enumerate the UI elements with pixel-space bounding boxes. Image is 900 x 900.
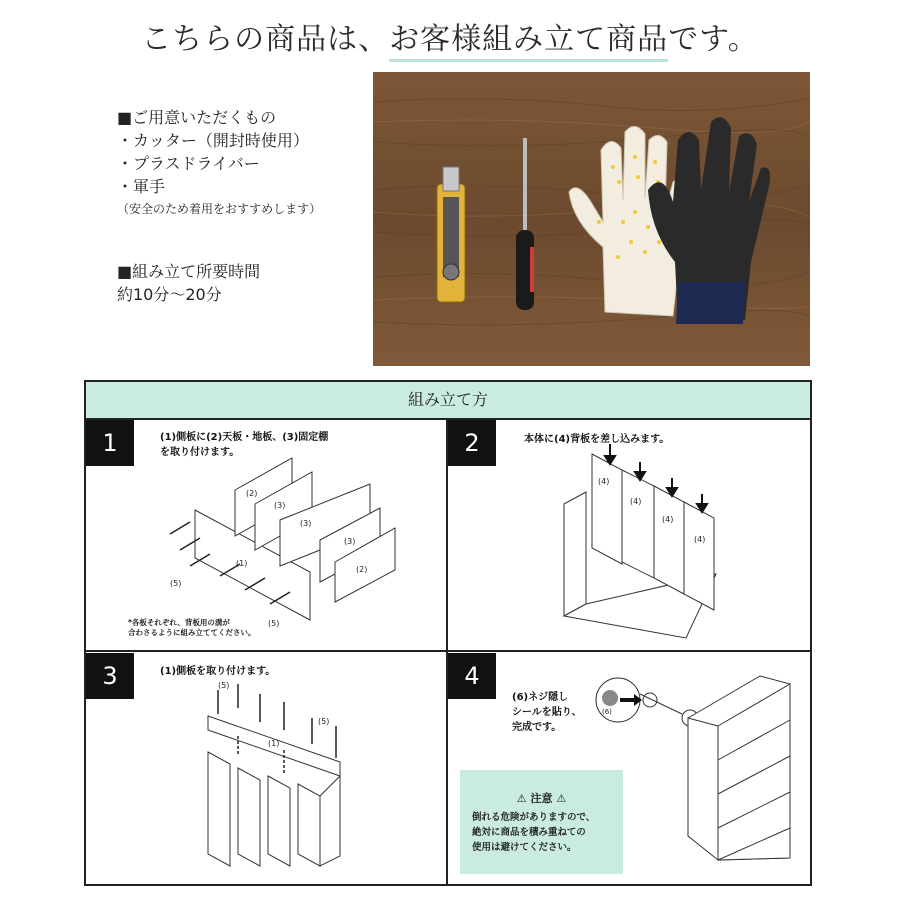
prep-heading: ■ご用意いただくもの — [117, 108, 277, 127]
part-label: (1) — [268, 739, 280, 748]
part-label: (5) — [170, 579, 182, 588]
part-label: (6) — [602, 708, 612, 716]
prep-note: （安全のため着用をおすすめします） — [117, 202, 322, 216]
caution-text: 倒れる危険がありますので、 絶対に商品を積み重ねての 使用は避けてください。 — [472, 812, 596, 853]
part-label: (2) — [356, 565, 368, 574]
part-label: (5) — [218, 681, 230, 690]
prep-item: ・軍手 — [117, 177, 166, 196]
preparation-list — [117, 106, 321, 306]
step-number: 3 — [86, 653, 134, 699]
tools-photo — [373, 72, 810, 366]
part-label: (4) — [598, 477, 610, 486]
step1-instruction: (1)側板に(2)天板・地板、(3)固定棚 を取り付けます。 — [160, 432, 329, 458]
screw-hole-icon — [602, 690, 618, 706]
prep-item: ・プラスドライバー — [117, 154, 260, 173]
step-number: 2 — [448, 420, 496, 466]
part-label: (4) — [662, 515, 674, 524]
caution-title: ⚠ 注意 ⚠ — [516, 792, 567, 805]
step1-note: *各板それぞれ、背板用の溝が 合わさるように組み立ててください。 — [128, 618, 256, 637]
part-label: (5) — [268, 619, 280, 628]
part-label: (3) — [300, 519, 312, 528]
step3-diagram — [190, 676, 360, 876]
time-heading: ■組み立て所要時間 — [117, 262, 261, 281]
part-label: (4) — [630, 497, 642, 506]
cap-sticker-icon — [643, 693, 657, 707]
page-title: こちらの商品は、お客様組み立て商品です。 — [0, 14, 900, 58]
part-label: (1) — [236, 559, 248, 568]
step-number: 1 — [86, 420, 134, 466]
panel-title: 組み立て方 — [86, 382, 810, 420]
step2-diagram — [556, 444, 726, 644]
part-label: (4) — [694, 535, 706, 544]
step2-instruction: 本体に(4)背板を差し込みます。 — [524, 434, 670, 445]
title-highlight: お客様組み立て商品 — [389, 22, 668, 62]
step1-diagram — [150, 452, 410, 632]
step-number: 4 — [448, 653, 496, 699]
part-label: (3) — [274, 501, 286, 510]
prep-item: ・カッター（開封時使用） — [117, 131, 309, 150]
cutter-icon — [437, 167, 465, 302]
part-label: (2) — [246, 489, 258, 498]
step3-instruction: (1)側板を取り付けます。 — [160, 666, 276, 677]
step4-instruction: (6)ネジ隠し シールを貼り、 完成です。 — [512, 692, 582, 733]
caution-box — [460, 770, 623, 874]
part-label: (5) — [318, 717, 330, 726]
time-value: 約10分〜20分 — [117, 285, 222, 304]
part-label: (3) — [344, 537, 356, 546]
